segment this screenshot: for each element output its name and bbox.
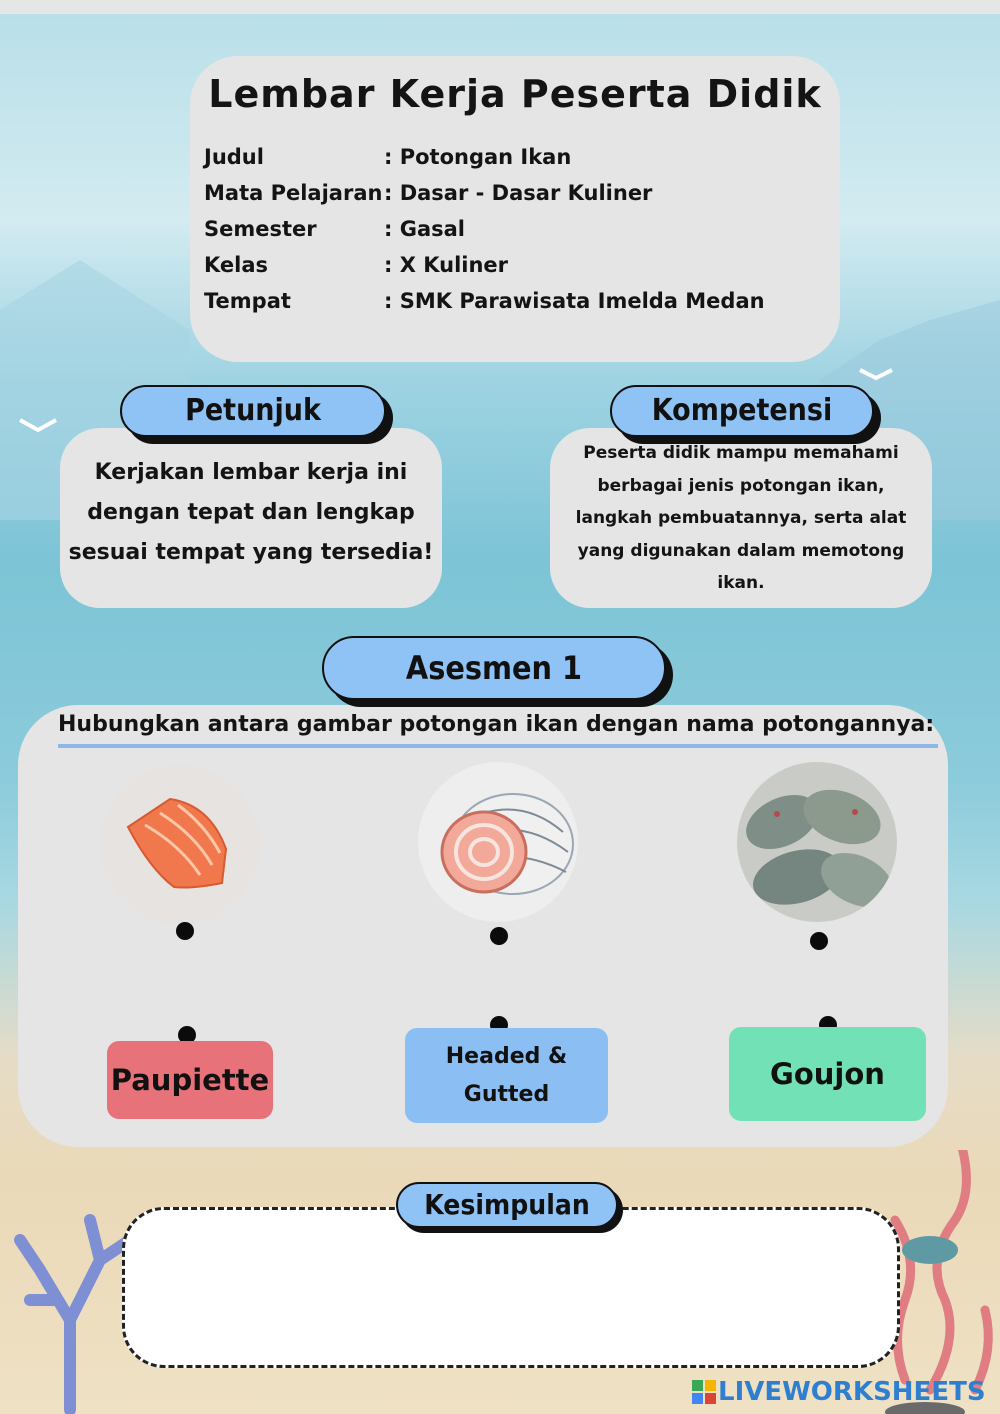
petunjuk-line: Kerjakan lembar kerja ini — [94, 460, 408, 485]
seaweed-icon — [895, 1150, 988, 1390]
kompetensi-line: Peserta didik mampu memahami — [583, 443, 899, 463]
salmon-fillet-icon — [100, 765, 260, 925]
asesmen-heading: Asesmen 1 — [322, 636, 666, 700]
label-text: Paupiette — [110, 1063, 270, 1097]
petunjuk-text — [60, 453, 442, 573]
info-key: Judul — [204, 145, 264, 169]
coral-icon — [20, 1220, 130, 1410]
label-paupiette — [107, 1041, 273, 1119]
info-value: : Gasal — [384, 217, 465, 241]
small-fish-icon — [902, 1236, 958, 1264]
paupiette-photo — [418, 762, 578, 922]
info-key: Semester — [204, 217, 317, 241]
match-dot-image-3[interactable] — [810, 932, 828, 950]
info-key: Tempat — [204, 289, 291, 313]
label-text: Goujon — [770, 1057, 885, 1091]
info-value: : Dasar - Dasar Kuliner — [384, 181, 653, 205]
info-value: : SMK Parawisata Imelda Medan — [384, 289, 765, 313]
brand-logo — [692, 1377, 986, 1407]
match-dot-image-2[interactable] — [490, 927, 508, 945]
kompetensi-line: yang digunakan dalam memotong — [577, 540, 905, 561]
kompetensi-text — [556, 437, 926, 600]
info-value: : Potongan Ikan — [384, 145, 572, 169]
info-key: Kelas — [204, 253, 269, 277]
salmon-fillet-photo — [100, 765, 260, 925]
kompetensi-line: ikan. — [717, 573, 765, 593]
label-headed-gutted — [405, 1028, 608, 1123]
page-title: Lembar Kerja Peserta Didik — [208, 72, 822, 116]
label-text: Gutted — [463, 1081, 550, 1107]
info-value: : X Kuliner — [384, 253, 509, 277]
petunjuk-line: sesuai tempat yang tersedia! — [68, 540, 434, 565]
asesmen-instruction: Hubungkan antara gambar potongan ikan dengan nama potongannya: — [58, 712, 935, 737]
paupiette-icon — [418, 762, 578, 922]
label-goujon — [729, 1027, 926, 1121]
kompetensi-line: berbagai jenis potongan ikan, — [597, 475, 885, 496]
kompetensi-heading: Kompetensi — [610, 385, 874, 437]
whole-fish-photo — [737, 762, 897, 922]
fish-icon — [737, 762, 897, 922]
kesimpulan-heading: Kesimpulan — [396, 1182, 618, 1228]
instruction-underline — [58, 744, 938, 748]
match-dot-image-1[interactable] — [176, 922, 194, 940]
kompetensi-line: langkah pembuatannya, serta alat — [575, 508, 907, 528]
brand-text: LIVEWORKSHEETS — [718, 1377, 986, 1407]
petunjuk-heading: Petunjuk — [120, 385, 386, 437]
info-key: Mata Pelajaran — [204, 181, 383, 205]
kesimpulan-box[interactable] — [122, 1207, 900, 1368]
liveworksheets-icon — [692, 1380, 716, 1404]
petunjuk-line: dengan tepat dan lengkap — [87, 500, 415, 525]
label-text: Headed & — [445, 1043, 568, 1069]
